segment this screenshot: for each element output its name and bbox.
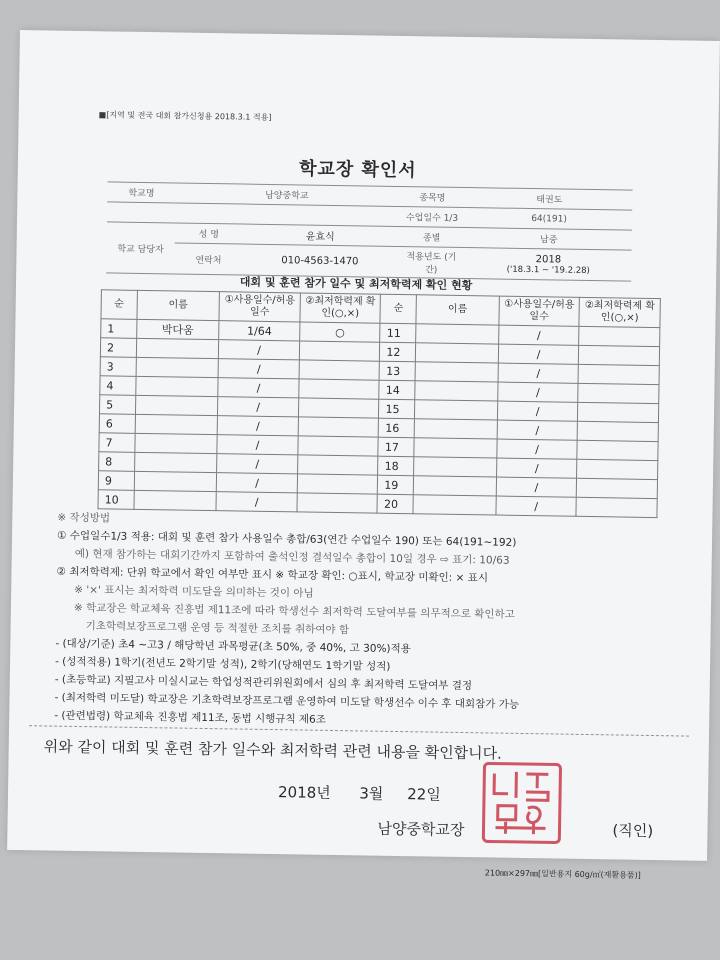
- row-check: [298, 417, 379, 437]
- note-1b: 예) 현재 참가하는 대회기간까지 포함하여 출석인정 결석일수 총합이 10일 경우 ⇨ 표기: 10/63: [74, 547, 510, 567]
- row-check-2: [578, 383, 659, 403]
- detail-4: - (최저학력 미도달) 학교장은 기초학력보장프로그램 운영하여 미도달 학생선수 이수 후 대회참가 가능: [54, 691, 520, 711]
- row-check: [299, 341, 380, 361]
- row-no: 1: [101, 319, 137, 339]
- header-no: 순: [101, 290, 137, 320]
- row-name-2: [415, 400, 498, 420]
- row-check: [297, 455, 378, 475]
- row-no-2: 18: [378, 456, 414, 476]
- header-note: ■[지역 및 전국 대회 참가신청용 2018.3.1 적용]: [98, 110, 272, 122]
- detail-1: - (대상/기준) 초4 ~고3 / 해당학년 과목평균(초 50%, 중 40%, 고 30%)적용: [55, 637, 411, 656]
- row-no: 7: [99, 433, 135, 453]
- row-days: /: [219, 340, 300, 360]
- row-name: [135, 414, 218, 434]
- notes-heading: ※ 작성방법: [57, 511, 111, 525]
- row-no: 10: [98, 490, 134, 510]
- period-label: 적용년도 (기간): [397, 246, 465, 278]
- gender-value: 남중: [466, 228, 632, 251]
- row-days: /: [217, 454, 298, 474]
- row-check: ○: [300, 322, 381, 342]
- row-name-2: [416, 324, 499, 344]
- row-name-2: [414, 438, 497, 458]
- detail-5: - (관련법령) 학교체육 진흥법 제11조, 동법 시행규칙 제6조: [54, 709, 327, 726]
- row-check: [299, 379, 380, 399]
- row-check-2: [577, 440, 658, 460]
- row-no-2: 15: [379, 399, 415, 419]
- contact-value: 010-4563-1470: [242, 244, 397, 277]
- date-month: 3월: [359, 784, 384, 803]
- row-no: 4: [100, 376, 136, 396]
- row-days-2: /: [498, 325, 579, 345]
- row-no-2: 11: [380, 323, 416, 343]
- row-no: 5: [99, 395, 135, 415]
- instructions: [54, 509, 697, 735]
- row-days-2: /: [496, 477, 577, 497]
- row-no-2: 13: [380, 361, 416, 381]
- note-2b: ※ '×' 표시는 최저학력 미도달을 의미하는 것이 아님: [74, 583, 314, 600]
- contact-label: 연락처: [174, 243, 242, 275]
- school-label: 학교명: [107, 182, 175, 203]
- row-check-2: [578, 402, 659, 422]
- page-title: 학교장 확인서: [298, 158, 417, 182]
- row-days-2: /: [497, 439, 578, 459]
- row-name: [134, 452, 217, 472]
- note-2: ② 최저학력제: 단위 학교에서 확인 여부만 표시 ※ 학교장 확인: ○표시, 학교장 미확인: × 표시: [56, 565, 489, 585]
- table-subtitle: 대회 및 훈련 참가 일수 및 최저학력제 확인 현황: [239, 275, 473, 293]
- header-check: ②최저학력제 확인(○,×): [300, 293, 381, 323]
- header-name-2: 이름: [416, 295, 499, 325]
- issue-date: [278, 781, 441, 805]
- note-2d: 기초학력보장프로그램 운영 등 적절한 조치를 취하여야 함: [85, 620, 350, 637]
- participation-table: [97, 289, 660, 518]
- row-days: /: [217, 435, 298, 455]
- table-body: [98, 319, 660, 518]
- teacher-label: 학교 담당자: [106, 222, 175, 274]
- event-label: 종목명: [398, 186, 466, 207]
- row-no: 3: [100, 357, 136, 377]
- row-days: /: [218, 397, 299, 417]
- document-page: [7, 30, 720, 880]
- period-year: 2018: [535, 253, 562, 266]
- name-label: 성 명: [175, 223, 243, 244]
- gender-label: 종별: [398, 226, 466, 247]
- row-no-2: 20: [377, 494, 413, 514]
- row-name: [134, 490, 217, 510]
- row-name-2: [415, 343, 498, 363]
- row-name: [136, 357, 219, 377]
- row-days: 1/64: [219, 321, 300, 341]
- school-value: 남양중학교: [175, 183, 398, 206]
- row-no: 8: [99, 452, 135, 472]
- row-name: 박다움: [136, 319, 219, 339]
- header-name: 이름: [137, 290, 220, 320]
- row-check-2: [579, 326, 660, 346]
- row-no-2: 17: [378, 437, 414, 457]
- row-check: [297, 493, 378, 513]
- detail-2: - (성적적용) 1학기(전년도 2학기말 성적), 2학기(당해연도 1학기말 성적): [54, 655, 391, 673]
- note-2c: ※ 학교장은 학교체육 진흥법 제11조에 따라 학생선수 최저학력 도달여부를 의무적으로 확인하고: [73, 601, 515, 621]
- row-days: /: [217, 416, 298, 436]
- row-days: /: [216, 492, 297, 512]
- row-days: /: [218, 378, 299, 398]
- row-name-2: [414, 457, 497, 477]
- detail-3: - (초등학교) 지필고사 미실시교는 학업성적관리위원회에서 심의 후 최저학력 도달여부 결정: [54, 673, 473, 693]
- row-days-2: /: [498, 382, 579, 402]
- event-value: 태권도: [466, 188, 632, 211]
- header-no-2: 순: [380, 294, 416, 324]
- row-name: [135, 395, 218, 415]
- date-day: 22일: [407, 785, 441, 804]
- row-check: [297, 474, 378, 494]
- row-no-2: 12: [380, 342, 416, 362]
- row-check: [298, 398, 379, 418]
- row-days-2: /: [497, 420, 578, 440]
- row-no-2: 14: [379, 380, 415, 400]
- row-days-2: /: [496, 496, 577, 516]
- row-no: 9: [98, 471, 134, 491]
- row-check: [298, 436, 379, 456]
- row-name: [136, 338, 219, 358]
- row-name: [134, 471, 217, 491]
- row-days: /: [217, 473, 298, 493]
- row-name-2: [413, 476, 496, 496]
- row-days-2: /: [498, 344, 579, 364]
- name-value: 윤효식: [243, 224, 398, 246]
- row-name-2: [414, 419, 497, 439]
- header-days: ①사용일수/허용일수: [219, 292, 300, 322]
- row-check-2: [577, 421, 658, 441]
- row-days-2: /: [496, 458, 577, 478]
- row-check-2: [576, 497, 657, 517]
- principal-signature: 남양중학교장: [377, 819, 465, 840]
- row-name: [135, 433, 218, 453]
- days-label: 수업일수 1/3: [398, 206, 466, 227]
- info-table: [106, 181, 632, 281]
- period-range: ('18.3.1 ~ '19.2.28): [506, 264, 590, 276]
- row-no: 6: [99, 414, 135, 434]
- header-days-2: ①사용일수/허용일수: [499, 296, 580, 326]
- row-no: 2: [100, 338, 136, 358]
- row-name: [135, 376, 218, 396]
- days-value: 64(191): [466, 208, 632, 231]
- row-check-2: [579, 345, 660, 365]
- row-days-2: /: [497, 401, 578, 421]
- stamp-label: (직인): [612, 821, 654, 841]
- row-no-2: 16: [379, 418, 415, 438]
- row-check-2: [578, 364, 659, 384]
- date-year: 2018년: [277, 783, 331, 802]
- school-seal-stamp: [475, 757, 568, 848]
- paper-spec: 210㎜×297㎜[일반용지 60g/㎡(재활용품)]: [484, 868, 641, 880]
- confirmation-text: 위와 같이 대회 및 훈련 참가 일수와 최저학력 관련 내용을 확인합니다.: [43, 737, 503, 763]
- row-check-2: [577, 478, 658, 498]
- row-no-2: 19: [378, 475, 414, 495]
- row-days-2: /: [498, 363, 579, 383]
- note-1: ① 수업일수1/3 적용: 대회 및 훈련 참가 사용일수 총합/63(연간 수업일수 190) 또는 64(191~192): [56, 529, 517, 549]
- row-days: /: [218, 359, 299, 379]
- row-check: [299, 360, 380, 380]
- row-name-2: [413, 495, 496, 515]
- row-name-2: [415, 381, 498, 401]
- row-name-2: [415, 362, 498, 382]
- header-check-2: ②최저학력제 확인(○,×): [579, 297, 660, 327]
- row-check-2: [577, 459, 658, 479]
